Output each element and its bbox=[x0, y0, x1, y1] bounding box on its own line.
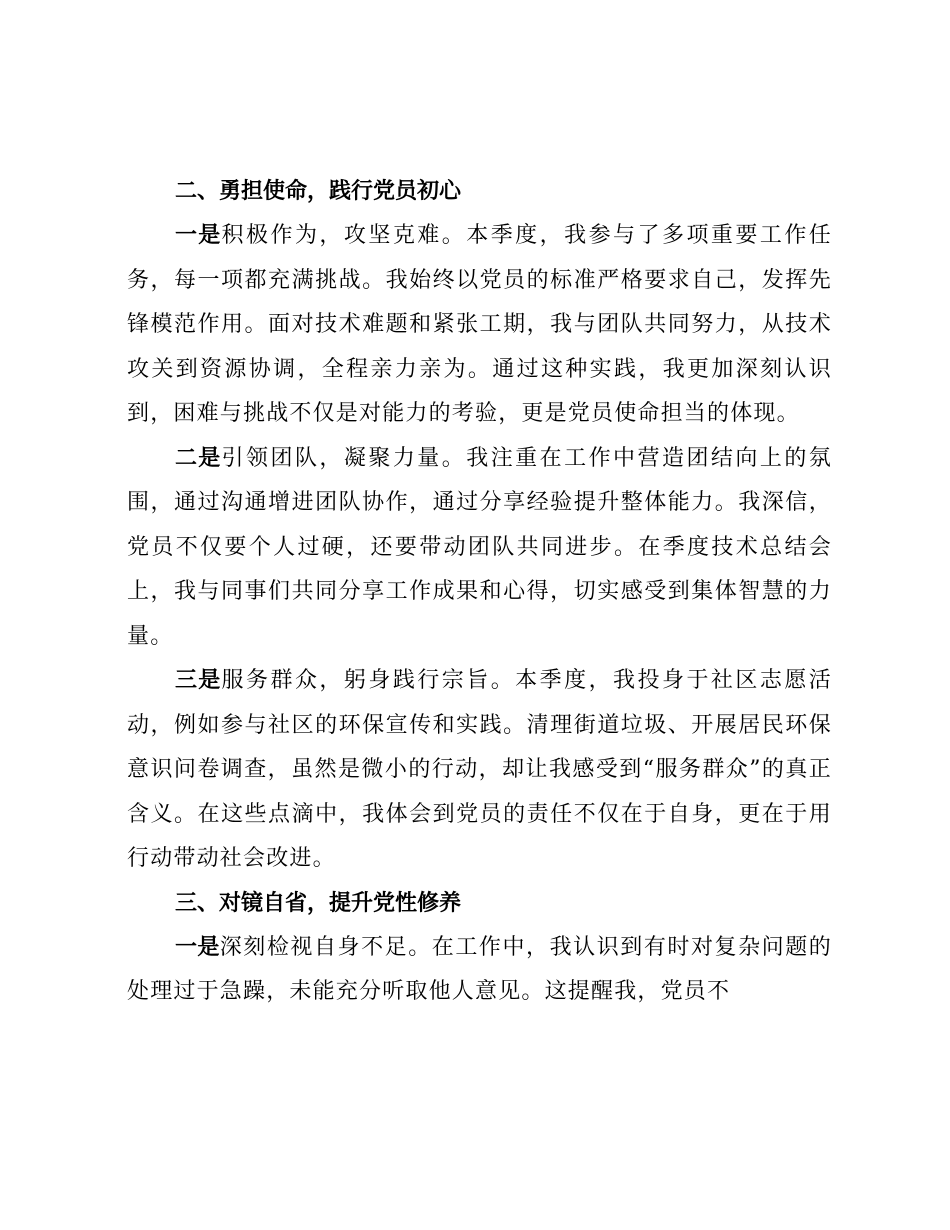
section-heading-3: 三、对镜自省，提升党性修养 bbox=[175, 890, 462, 916]
paragraph-text: 服务群众，躬身践行宗旨。本季度，我投身于社区志愿活动，例如参与社区的环保宣传和实践。清理街道垃圾、开展居民环保意识问卷调查，虽然是微小的行动，却让我感受到“服务群众”的真正含义。在这些点滴中，我体会到党员的责任不仅在于自身，更在于用行动带动社会改进。 bbox=[127, 668, 832, 871]
paragraph-text: 深刻检视自身不足。在工作中，我认识到有时对复杂问题的处理过于急躁，未能充分听取他人意见。这提醒我，党员不 bbox=[127, 934, 832, 1004]
paragraph-lead: 一是 bbox=[175, 934, 220, 960]
paragraph-text: 积极作为，攻坚克难。本季度，我参与了多项重要工作任务，每一项都充满挑战。我始终以党员的标准严格要求自己，发挥先锋模范作用。面对技术难题和紧张工期，我与团队共同努力，从技术攻关到资源协调，全程亲力亲为。通过这种实践，我更加深刻认识到，困难与挑战不仅是对能力的考验，更是党员使命担当的体现。 bbox=[127, 223, 832, 426]
paragraph-2-1 bbox=[127, 214, 832, 437]
paragraph-lead: 一是 bbox=[175, 223, 222, 248]
paragraph-lead: 三是 bbox=[175, 668, 222, 693]
section-heading-2: 二、勇担使命，践行党员初心 bbox=[175, 179, 462, 204]
paragraph-lead: 二是 bbox=[175, 445, 222, 471]
paragraph-3-1 bbox=[127, 926, 832, 1015]
paragraph-2-2 bbox=[127, 437, 832, 660]
paragraph-2-3 bbox=[127, 659, 832, 882]
document-body bbox=[127, 170, 832, 1015]
paragraph-text: 引领团队，凝聚力量。我注重在工作中营造团结向上的氛围，通过沟通增进团队协作，通过分享经验提升整体能力。我深信，党员不仅要个人过硬，还要带动团队共同进步。在季度技术总结会上，我与同事们共同分享工作成果和心得，切实感受到集体智慧的力量。 bbox=[127, 445, 832, 649]
